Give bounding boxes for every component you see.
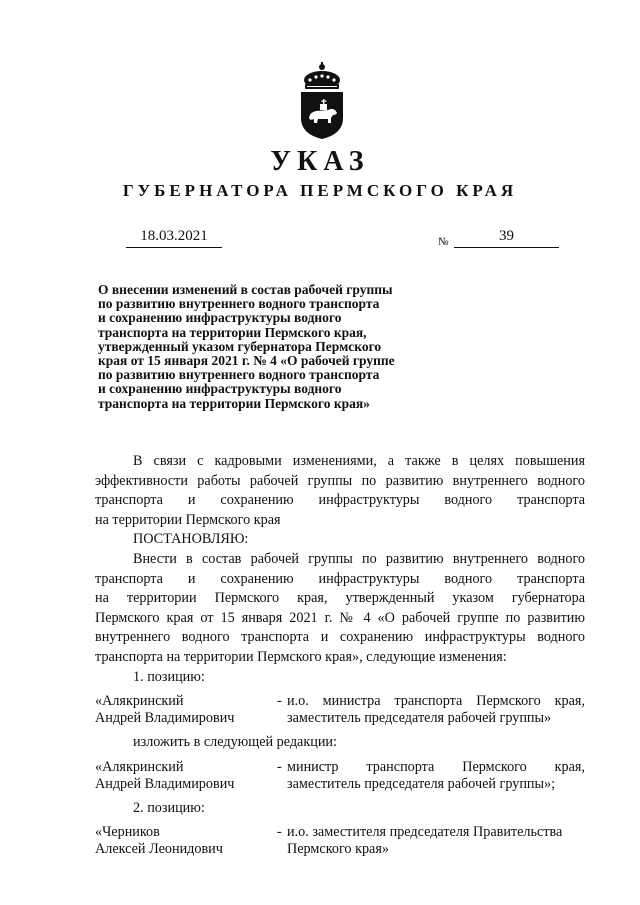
member-role: заместитель председателя рабочей группы»; (287, 775, 556, 792)
decree-number: 39 (454, 228, 559, 248)
heading-line: и сохранению инфраструктуры водного (98, 310, 342, 326)
body-line: эффективности работы рабочей группы по развитию внутреннего водного (95, 472, 585, 489)
entry-dash: - (277, 824, 282, 841)
member-role: министр транспорта Пермского края, (287, 758, 585, 775)
perm-krai-coat-of-arms-icon (296, 60, 348, 140)
entry-dash: - (277, 693, 282, 710)
member-entry-old (95, 693, 585, 727)
member-name: Андрей Владимирович (95, 775, 235, 792)
entry-dash: - (277, 758, 282, 775)
decree-body (95, 452, 585, 864)
body-line: Пермского края от 15 января 2021 г. № 4 «О рабочей группе по развитию (95, 609, 585, 626)
body-line: на территории Пермского края (95, 511, 281, 528)
member-role: и.о. заместителя председателя Правительства (287, 824, 563, 841)
number-sign: № (438, 236, 449, 248)
decree-number-field (438, 228, 563, 250)
decree-heading (98, 283, 438, 411)
body-line: В связи с кадровыми изменениями, а также в целях повышения (133, 453, 585, 469)
body-line: транспорта и сохранению инфраструктуры водного транспорта (95, 492, 585, 509)
heading-line: О внесении изменений в состав рабочей группы (98, 282, 393, 297)
item-1-label: 1. позицию: (133, 668, 205, 685)
item-2-label: 2. позицию: (133, 799, 205, 816)
member-name: Алексей Леонидович (95, 841, 223, 858)
body-line: транспорта и сохранению инфраструктуры водного транспорта (95, 570, 585, 587)
heading-line: и сохранению инфраструктуры водного (98, 381, 342, 397)
heading-line: утвержденный указом губернатора Пермского (98, 338, 382, 354)
heading-line: транспорта на территории Пермского края, (98, 324, 367, 340)
heading-line: по развитию внутреннего водного транспорта (98, 296, 380, 312)
heading-line: края от 15 января 2021 г. № 4 «О рабочей группе (98, 353, 395, 369)
body-line: внутреннего водного транспорта и сохранению инфраструктуры водного (95, 629, 585, 646)
document-subtitle: ГУБЕРНАТОРА ПЕРМСКОГО КРАЯ (122, 181, 518, 200)
document-title: УКАЗ (270, 146, 370, 177)
member-name: Андрей Владимирович (95, 710, 235, 727)
body-line: на территории Пермского края, утвержденный указом губернатора (95, 590, 585, 607)
heading-line: транспорта на территории Пермского края» (98, 395, 370, 411)
body-line: транспорта на территории Пермского края», следующие изменения: (95, 648, 507, 665)
heading-line: по развитию внутреннего водного транспорта (98, 367, 380, 383)
member-entry-new (95, 759, 585, 793)
body-line: Внести в состав рабочей группы по развитию внутреннего водного (133, 550, 585, 567)
member-role: Пермского края» (287, 841, 389, 858)
member-name: «Черников (95, 824, 160, 841)
member-entry-item2 (95, 824, 585, 858)
preamble-paragraph (95, 452, 585, 530)
intro-paragraph (95, 550, 585, 668)
member-role: заместитель председателя рабочей группы» (287, 710, 552, 727)
member-name: «Алякринский (95, 758, 184, 775)
decree-keyword: ПОСТАНОВЛЯЮ: (133, 531, 249, 548)
restate-label: изложить в следующей редакции: (133, 734, 337, 751)
decree-date: 18.03.2021 (126, 228, 222, 248)
member-role: и.о. министра транспорта Пермского края, (287, 693, 585, 710)
member-name: «Алякринский (95, 693, 184, 710)
